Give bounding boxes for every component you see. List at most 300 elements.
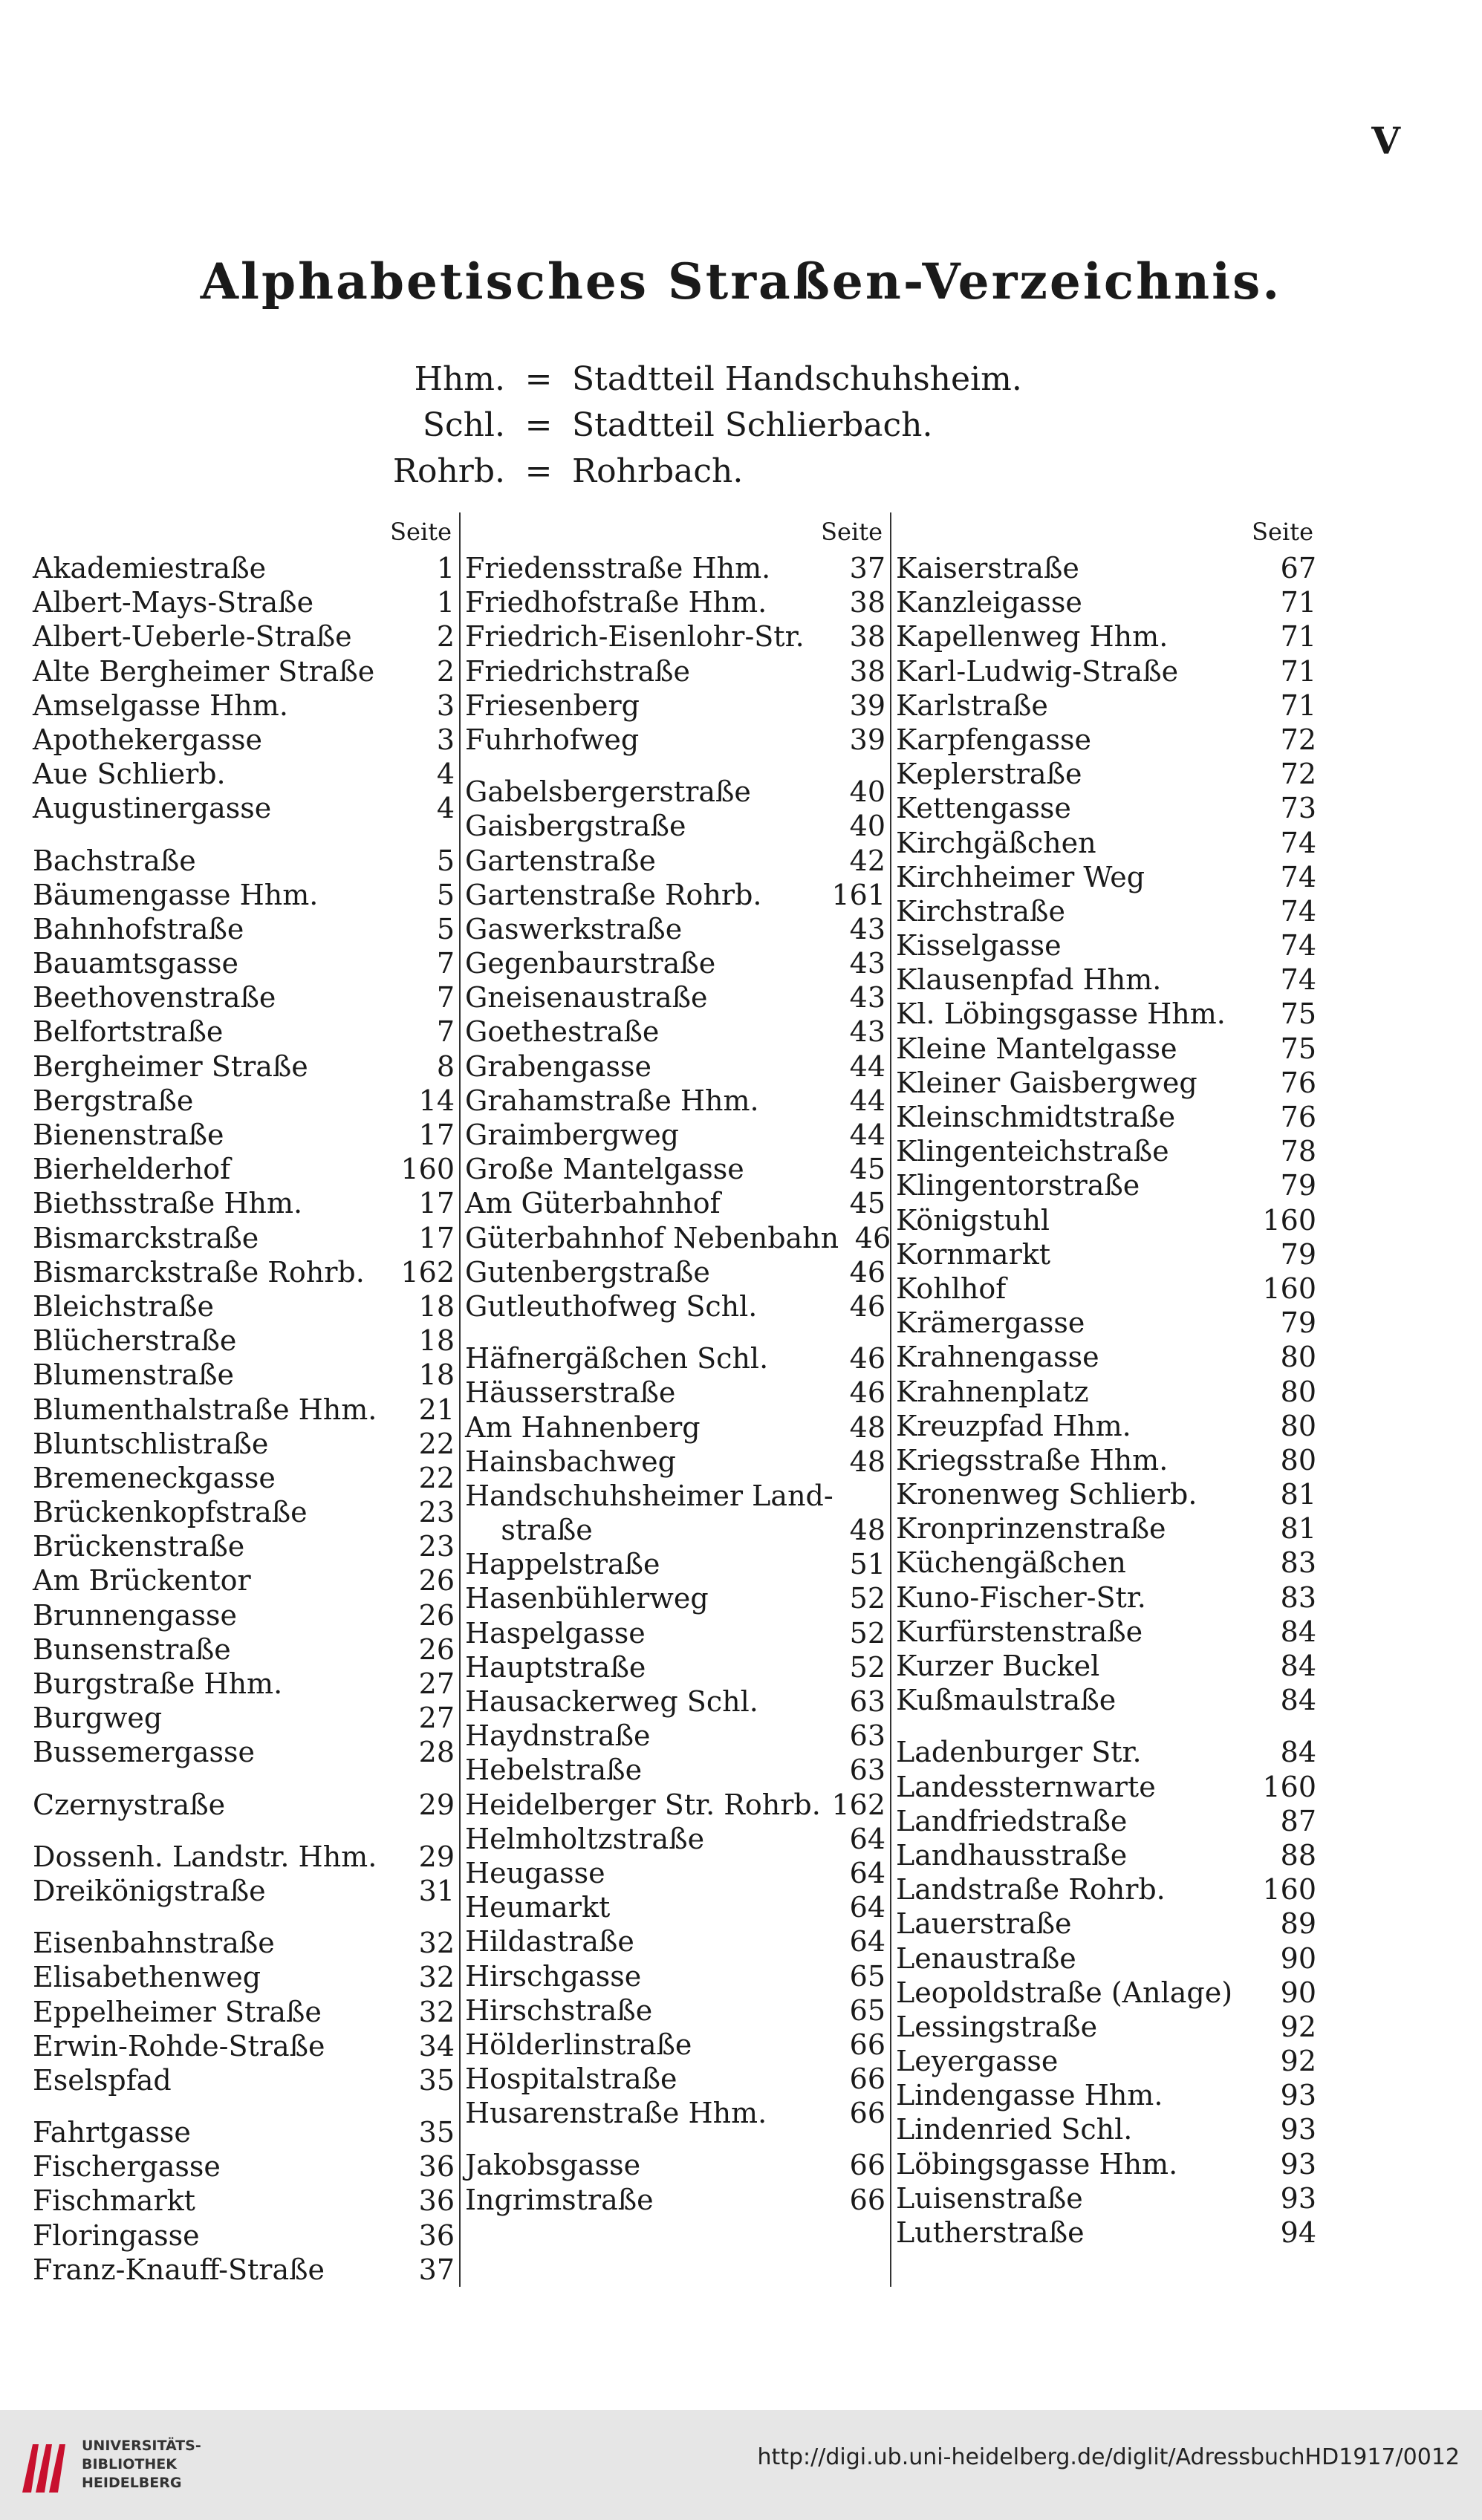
page-reference: 66 — [849, 2062, 885, 2096]
index-entry — [33, 1667, 455, 1701]
index-entry — [33, 757, 455, 791]
street-name: Haydnstraße — [465, 1719, 651, 1753]
street-name: Fahrtgasse — [33, 2116, 191, 2149]
index-entry — [896, 1375, 1316, 1409]
page-reference: 36 — [418, 2150, 455, 2184]
page-reference: 22 — [418, 1427, 455, 1460]
index-entry — [896, 551, 1316, 585]
page-reference: 46 — [849, 1289, 885, 1323]
page-reference: 63 — [849, 1754, 885, 1787]
street-name: Blumenstraße — [33, 1358, 235, 1392]
page-reference: 39 — [849, 688, 885, 722]
index-entry — [33, 1926, 455, 1960]
page-reference: 35 — [418, 2063, 455, 2097]
index-entry — [33, 619, 455, 654]
index-entry — [465, 2148, 885, 2182]
index-entry — [465, 1152, 885, 1186]
street-name: Lauerstraße — [896, 1907, 1072, 1941]
page-reference: 51 — [849, 1548, 885, 1581]
street-name: Kußmaulstraße — [896, 1684, 1117, 1717]
index-entry — [896, 2044, 1316, 2078]
index-entry — [33, 1221, 455, 1255]
index-entry — [896, 1770, 1316, 1804]
street-name: Krämergasse — [896, 1306, 1085, 1340]
index-entry — [465, 775, 885, 809]
page-reference: 17 — [418, 1187, 455, 1220]
index-entry — [465, 912, 885, 946]
index-entry — [896, 1838, 1316, 1872]
page-reference: 72 — [1280, 758, 1316, 791]
page-reference: 23 — [418, 1496, 455, 1529]
index-entry — [465, 2183, 885, 2217]
index-entry — [465, 2028, 885, 2062]
street-name: Kettengasse — [896, 792, 1071, 825]
street-name: Burgweg — [33, 1702, 163, 1735]
street-name: Jakobsgasse — [465, 2149, 641, 2182]
page-reference: 38 — [849, 586, 885, 619]
index-column — [28, 512, 459, 2287]
page-reference: 84 — [1280, 1684, 1316, 1717]
street-name: Lenaustraße — [896, 1941, 1076, 1975]
page-reference: 40 — [849, 810, 885, 843]
index-entry — [465, 878, 885, 912]
page-reference: 23 — [418, 1530, 455, 1563]
index-entry — [896, 860, 1316, 894]
source-url-link[interactable]: http://digi.ub.uni-heidelberg.de/diglit/AdressbuchHD1917/0012 — [757, 2444, 1460, 2470]
page-reference: 65 — [849, 1959, 885, 1993]
street-name: Hospitalstraße — [465, 2062, 677, 2096]
page-reference: 21 — [418, 1393, 455, 1426]
street-name: Friedrichstraße — [465, 654, 691, 688]
street-name: Husarenstraße Hhm. — [465, 2097, 767, 2130]
street-name: Belfortstraße — [33, 1015, 224, 1049]
street-name: Gneisenaustraße — [465, 981, 708, 1015]
page-reference: 92 — [1280, 2010, 1316, 2043]
page-reference: 46 — [849, 1255, 885, 1289]
page-reference: 18 — [418, 1289, 455, 1323]
street-name: Fischmarkt — [33, 2184, 195, 2218]
page-reference: 73 — [1280, 792, 1316, 825]
index-entry — [33, 1084, 455, 1118]
page-reference: 76 — [1280, 1066, 1316, 1099]
street-name: Eppelheimer Straße — [33, 1995, 322, 2028]
street-name: Kleiner Gaisbergweg — [896, 1066, 1197, 1099]
page-reference: 38 — [849, 654, 885, 688]
street-name: Gartenstraße — [465, 844, 656, 877]
page-reference: 29 — [418, 1788, 455, 1821]
index-entry — [896, 1340, 1316, 1374]
page-reference: 160 — [1262, 1272, 1316, 1305]
index-entry — [465, 1410, 885, 1445]
street-name: Goethestraße — [465, 1015, 660, 1049]
index-entry — [896, 1941, 1316, 1976]
index-entry — [33, 1735, 455, 1769]
page-reference: 71 — [1280, 620, 1316, 654]
abbreviation-row — [357, 356, 1022, 403]
index-entry — [33, 1995, 455, 2029]
index-entry — [465, 1547, 885, 1581]
street-name: Kaiserstraße — [896, 552, 1079, 585]
index-entry — [33, 1393, 455, 1427]
index-entry — [33, 1015, 455, 1049]
index-entry — [33, 1427, 455, 1461]
index-entry — [33, 1186, 455, 1220]
street-name: Kirchgäßchen — [896, 826, 1096, 859]
index-entry — [896, 1203, 1316, 1237]
street-name: Landhausstraße — [896, 1838, 1128, 1872]
page-reference: 66 — [849, 2149, 885, 2182]
index-entry — [896, 1443, 1316, 1477]
abbreviation-key: Schl. — [422, 406, 505, 444]
column-header: Seite — [821, 518, 883, 546]
index-entry — [465, 1479, 885, 1513]
street-name: Heumarkt — [465, 1891, 611, 1924]
index-entry — [33, 1563, 455, 1598]
page-reference: 40 — [849, 775, 885, 809]
page-reference: 65 — [849, 1993, 885, 2027]
street-name: Luisenstraße — [896, 2181, 1083, 2215]
street-name: Apothekergasse — [33, 723, 263, 756]
page-reference: 66 — [849, 2097, 885, 2130]
index-entry — [896, 2010, 1316, 2044]
abbreviation-value: Stadtteil Schlierbach. — [572, 406, 933, 444]
street-name: Grabengasse — [465, 1049, 651, 1083]
index-entry — [465, 1684, 885, 1719]
street-name: Bergstraße — [33, 1084, 194, 1117]
street-name: Gaisbergstraße — [465, 810, 686, 843]
street-name: Hausackerweg Schl. — [465, 1685, 758, 1718]
street-name: Häfnergäßchen Schl. — [465, 1342, 769, 1375]
index-entry — [33, 1529, 455, 1563]
page-reference: 18 — [418, 1358, 455, 1392]
street-name: Fischergasse — [33, 2150, 221, 2184]
street-name: Bremeneckgasse — [33, 1461, 276, 1494]
index-entry — [33, 1788, 455, 1822]
street-name: Hirschgasse — [465, 1959, 642, 1993]
index-entry — [896, 1907, 1316, 1941]
index-entry — [465, 1856, 885, 1890]
page-reference: 160 — [1262, 1873, 1316, 1907]
index-entry — [33, 2184, 455, 2218]
index-entry — [33, 1358, 455, 1392]
page-reference: 5 — [436, 878, 455, 911]
page-reference: 39 — [849, 723, 885, 756]
index-entry — [465, 1084, 885, 1118]
index-entry — [896, 1735, 1316, 1769]
page-reference: 160 — [1262, 1770, 1316, 1803]
index-entry — [896, 2147, 1316, 2181]
index-entry — [896, 1511, 1316, 1546]
street-name: Czernystraße — [33, 1788, 226, 1821]
index-entry — [465, 946, 885, 980]
page-reference: 18 — [418, 1324, 455, 1358]
street-name: Hirschstraße — [465, 1993, 653, 2027]
street-name: Lutherstraße — [896, 2216, 1085, 2249]
index-entry — [896, 791, 1316, 825]
index-entry — [465, 585, 885, 619]
abbreviation-eq: = — [524, 406, 553, 444]
page-reference: 84 — [1280, 1736, 1316, 1769]
page-reference: 26 — [418, 1598, 455, 1632]
street-name: Gutenbergstraße — [465, 1255, 710, 1289]
index-entry — [465, 1616, 885, 1650]
street-name: Hebelstraße — [465, 1754, 643, 1787]
page-reference: 37 — [849, 552, 885, 585]
page-reference: 93 — [1280, 2113, 1316, 2146]
abbreviation-value: Rohrbach. — [572, 452, 744, 490]
street-name: Bismarckstraße Rohrb. — [33, 1255, 365, 1289]
abbreviation-key: Rohrb. — [392, 452, 505, 490]
index-entry — [465, 1221, 891, 1255]
street-name: Bleichstraße — [33, 1289, 214, 1323]
index-entry — [896, 826, 1316, 860]
page-reference: 71 — [1280, 586, 1316, 619]
page-reference: 4 — [436, 758, 455, 791]
abbreviation-row — [357, 403, 1022, 449]
page-reference: 31 — [418, 1874, 455, 1907]
street-name: Albert-Ueberle-Straße — [33, 620, 352, 654]
street-name: Kirchstraße — [896, 894, 1065, 928]
page-reference: 81 — [1280, 1512, 1316, 1546]
index-entry — [896, 1134, 1316, 1168]
street-name: Biethsstraße Hhm. — [33, 1187, 303, 1220]
page-reference: 34 — [418, 2029, 455, 2062]
street-name: Bachstraße — [33, 844, 196, 877]
street-name: Bluntschlistraße — [33, 1427, 269, 1460]
street-name: Elisabethenweg — [33, 1961, 261, 1994]
street-name: Gegenbaurstraße — [465, 947, 716, 980]
page-reference: 4 — [436, 792, 455, 825]
abbreviation-eq: = — [524, 452, 553, 490]
page-reference: 80 — [1280, 1409, 1316, 1442]
street-name: Gabelsbergerstraße — [465, 775, 751, 809]
page-reference: 160 — [1262, 1203, 1316, 1237]
street-name: Brückenstraße — [33, 1530, 245, 1563]
index-entry — [33, 2149, 455, 2184]
street-name: Landstraße Rohrb. — [896, 1873, 1166, 1907]
index-entry — [465, 1890, 885, 1924]
page-reference: 87 — [1280, 1804, 1316, 1837]
index-entry — [465, 1959, 885, 1993]
index-entry — [33, 980, 455, 1015]
page-reference: 26 — [418, 1564, 455, 1598]
page-reference: 45 — [849, 1187, 885, 1220]
street-name: Kleinschmidtstraße — [896, 1101, 1176, 1133]
street-name: Gutleuthofweg Schl. — [465, 1289, 758, 1323]
index-entry — [33, 2218, 455, 2253]
page-reference: 44 — [849, 1084, 885, 1117]
page-reference: 75 — [1280, 1032, 1316, 1065]
street-name: Heugasse — [465, 1856, 605, 1889]
street-name: Friedhofstraße Hhm. — [465, 586, 767, 619]
page-reference: 80 — [1280, 1341, 1316, 1374]
abbreviation-legend — [357, 356, 1022, 495]
street-name: Kanzleigasse — [896, 586, 1082, 619]
street-name: Hauptstraße — [465, 1650, 646, 1684]
index-entry — [896, 1976, 1316, 2010]
street-name: Eisenbahnstraße — [33, 1927, 275, 1960]
index-entry — [465, 1375, 885, 1410]
index-entry — [896, 2112, 1316, 2146]
page-reference: 64 — [849, 1891, 885, 1924]
street-name: Kuno-Fischer-Str. — [896, 1580, 1146, 1614]
page-reference: 7 — [436, 981, 455, 1015]
page-reference: 64 — [849, 1822, 885, 1855]
street-name: Floringasse — [33, 2218, 200, 2252]
index-entry — [33, 551, 455, 585]
index-entry — [896, 1100, 1316, 1134]
street-name: Kronenweg Schlierb. — [896, 1478, 1197, 1511]
street-name: Bierhelderhof — [33, 1153, 231, 1186]
page-reference: 90 — [1280, 1941, 1316, 1975]
index-entry — [465, 2096, 885, 2130]
page-reference: 63 — [849, 1685, 885, 1718]
page-reference: 46 — [854, 1221, 891, 1254]
index-entry — [33, 1049, 455, 1084]
index-entry — [465, 688, 885, 723]
street-name: Am Brückentor — [33, 1564, 251, 1598]
page-reference: 43 — [849, 947, 885, 980]
index-entry — [33, 1632, 455, 1667]
street-name: Bussemergasse — [33, 1736, 256, 1769]
page-reference: 66 — [849, 2028, 885, 2061]
street-name: Albert-Mays-Straße — [33, 586, 314, 619]
page-reference: 32 — [418, 1995, 455, 2028]
street-name: Lindenried Schl. — [896, 2113, 1133, 2146]
index-entry — [33, 1289, 455, 1324]
street-name: Krahnenplatz — [896, 1375, 1089, 1408]
street-name: Helmholtzstraße — [465, 1822, 705, 1855]
page-reference: 46 — [849, 1376, 885, 1410]
street-name: Kornmarkt — [896, 1237, 1051, 1271]
page-reference: 43 — [849, 912, 885, 945]
index-entry — [465, 1719, 885, 1753]
page-reference: 74 — [1280, 963, 1316, 997]
street-name: Lessingstraße — [896, 2010, 1098, 2043]
page-reference: 71 — [1280, 654, 1316, 688]
street-name: Karlstraße — [896, 688, 1048, 722]
page-reference: 32 — [418, 1927, 455, 1960]
page-reference: 48 — [849, 1514, 885, 1547]
index-entry — [896, 1683, 1316, 1717]
page-reference: 90 — [1280, 1976, 1316, 2009]
page-reference: 44 — [849, 1049, 885, 1083]
index-entry — [33, 654, 455, 688]
page-reference: 93 — [1280, 2079, 1316, 2112]
page-reference: 36 — [418, 2218, 455, 2252]
page-reference: 52 — [849, 1582, 885, 1615]
page-reference: 79 — [1280, 1169, 1316, 1202]
index-entry — [33, 1701, 455, 1735]
page-reference: 64 — [849, 1856, 885, 1889]
page-reference: 2 — [436, 620, 455, 654]
page-reference: 74 — [1280, 826, 1316, 859]
page-reference: 52 — [849, 1616, 885, 1650]
index-entry — [33, 1598, 455, 1632]
street-name: Alte Bergheimer Straße — [33, 654, 375, 688]
street-name: Kreuzpfad Hhm. — [896, 1409, 1131, 1442]
page-reference: 29 — [418, 1840, 455, 1873]
index-entry — [465, 1445, 885, 1479]
abbreviation-value: Stadtteil Handschuhsheim. — [572, 360, 1022, 398]
street-name: Friesenberg — [465, 688, 640, 722]
page-reference: 35 — [418, 2116, 455, 2149]
index-entry — [896, 619, 1316, 654]
street-name: Häusserstraße — [465, 1376, 676, 1410]
index-entry — [465, 844, 885, 878]
index-entry — [33, 912, 455, 946]
index-entry — [33, 1152, 455, 1186]
page-reference: 162 — [831, 1788, 885, 1821]
street-name: Güterbahnhof Nebenbahn — [465, 1221, 839, 1254]
index-entry — [33, 844, 455, 878]
index-entry — [465, 980, 885, 1015]
index-entry — [465, 654, 885, 688]
page-reference: 32 — [418, 1961, 455, 1994]
page-reference: 8 — [436, 1049, 455, 1083]
abbreviation-eq: = — [524, 360, 553, 398]
index-entry — [33, 1255, 455, 1289]
page-reference: 43 — [849, 981, 885, 1015]
page-reference: 14 — [418, 1084, 455, 1117]
index-entry — [896, 1804, 1316, 1838]
street-name: Friedensstraße Hhm. — [465, 552, 771, 585]
index-entry — [465, 1822, 885, 1856]
street-name: Friedrich-Eisenlohr-Str. — [465, 620, 805, 654]
index-entry — [896, 963, 1316, 997]
street-name: Am Güterbahnhof — [465, 1187, 721, 1220]
page-reference: 64 — [849, 1925, 885, 1959]
street-name: Dreikönigstraße — [33, 1874, 266, 1907]
index-entry — [33, 1960, 455, 1994]
street-name: Fuhrhofweg — [465, 723, 640, 756]
index-entry — [465, 1118, 885, 1152]
street-name: Klingenteichstraße — [896, 1135, 1169, 1168]
street-name: Kisselgasse — [896, 929, 1062, 963]
street-name: Klingentorstraße — [896, 1169, 1140, 1202]
street-name: Bunsenstraße — [33, 1632, 231, 1666]
page-reference: 27 — [418, 1702, 455, 1735]
street-name: Küchengäßchen — [896, 1546, 1126, 1580]
street-name: Heidelberger Str. Rohrb. — [465, 1788, 821, 1821]
page-reference: 3 — [436, 723, 455, 756]
street-name: Landfriedstraße — [896, 1804, 1128, 1837]
street-name: Kronprinzenstraße — [896, 1512, 1166, 1546]
street-name: Hainsbachweg — [465, 1445, 676, 1478]
page-reference: 38 — [849, 620, 885, 654]
street-name: Bauamtsgasse — [33, 947, 238, 980]
page-reference: 17 — [418, 1221, 455, 1254]
index-entry — [896, 723, 1316, 757]
page-reference: 78 — [1280, 1135, 1316, 1168]
street-name: Kurfürstenstraße — [896, 1615, 1143, 1648]
street-name: Am Hahnenberg — [465, 1410, 701, 1444]
index-entry — [33, 585, 455, 619]
index-entry — [896, 2078, 1316, 2112]
page-reference: 63 — [849, 1719, 885, 1753]
index-entry — [465, 1186, 885, 1220]
index-entry — [465, 1341, 885, 1375]
street-name: Kohlhof — [896, 1272, 1007, 1305]
street-name: Landessternwarte — [896, 1770, 1156, 1803]
street-name: Hildastraße — [465, 1925, 634, 1959]
index-entry — [33, 1874, 455, 1908]
page-reference: 89 — [1280, 1907, 1316, 1941]
abbreviation-key: Hhm. — [414, 360, 505, 398]
street-name: Brückenkopfstraße — [33, 1496, 308, 1529]
page-reference: 80 — [1280, 1375, 1316, 1408]
index-entry — [896, 1615, 1316, 1649]
